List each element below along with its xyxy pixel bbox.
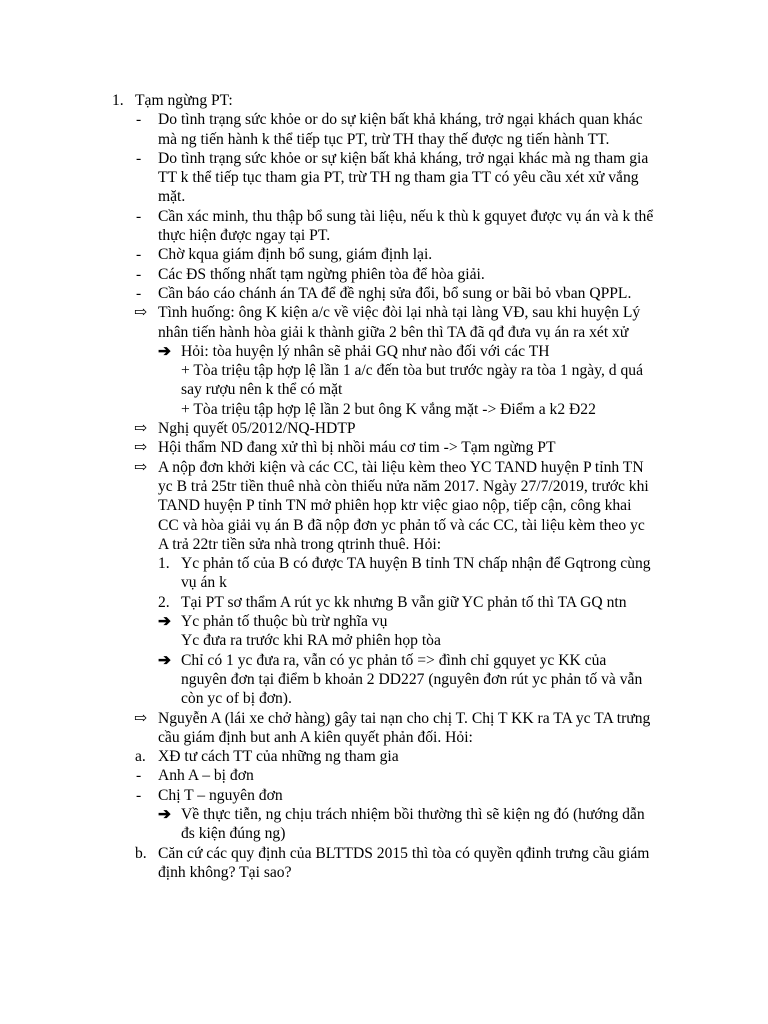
numbered-question	[0, 593, 768, 612]
dash-marker: -	[136, 149, 142, 167]
section-number: 1.	[112, 92, 124, 109]
dash-marker: -	[136, 246, 142, 264]
text-line: Chỉ có 1 yc đưa ra, vẫn có yc phản tố => đình chỉ gquyet yc KK của	[181, 651, 607, 669]
text-line: mặt.	[158, 188, 186, 206]
case-situation	[0, 458, 768, 554]
text-line: Cần báo cáo chánh án TA để đề nghị sửa đổi, bổ sung or bãi bỏ vban QPPL.	[158, 284, 632, 302]
note-resolution	[0, 419, 768, 438]
section-title: Tạm ngừng PT:	[135, 92, 233, 109]
numbered-question	[0, 554, 768, 593]
text-line: nguyên đơn tại điểm b khoản 2 DD227 (nguyên đơn rút yc phản tố và vẫn	[181, 670, 643, 688]
text-line: A nộp đơn khởi kiện và các CC, tài liệu kèm theo YC TAND huyện P tỉnh TN	[158, 458, 644, 476]
case-answer	[0, 805, 768, 844]
dash-marker: -	[136, 207, 142, 225]
text-line: TT k thể tiếp tục tham gia PT, trừ TH ng tham gia TT có yêu cầu xét xử vắng	[158, 169, 639, 187]
dash-item	[0, 110, 768, 149]
dash-item	[0, 207, 768, 246]
text-line: A trả 22tr tiền sửa nhà trong qtrinh thuê. Hỏi:	[158, 535, 442, 553]
question-number: 1.	[158, 555, 170, 573]
text-line: Các ĐS thống nhất tạm ngừng phiên tòa để hòa giải.	[158, 265, 485, 283]
text-line: Chờ kqua giám định bổ sung, giám định lại.	[158, 246, 433, 264]
text-line: Chị T – nguyên đơn	[158, 786, 283, 804]
dash-marker: -	[136, 265, 142, 283]
text-line: TAND huyện P tỉnh TN mở phiên họp ktr việc giao nộp, tiếp cận, công khai	[158, 497, 632, 515]
text-line: yc B trả 25tr tiền thuê nhà còn thiếu nửa năm 2017. Ngày 27/7/2019, trước khi	[158, 477, 649, 495]
dash-item	[0, 766, 768, 785]
text-line: mà ng tiến hành k thể tiếp tục PT, trừ TH thay thế được ng tiến hành TT.	[158, 130, 610, 148]
part-label: a.	[135, 748, 146, 766]
text-line: còn yc of bị đơn).	[181, 690, 292, 708]
text-line: Hỏi: tòa huyện lý nhân sẽ phải GQ như nào đối với các TH	[181, 342, 550, 360]
text-line: Căn cứ các quy định của BLTTDS 2015 thì tòa có quyền qđinh trưng cầu giám	[158, 844, 650, 862]
text-line: thực hiện được ngay tại PT.	[158, 227, 331, 245]
text-line: Tại PT sơ thẩm A rút yc kk nhưng B vẫn giữ YC phản tố thì TA GQ ntn	[181, 593, 627, 611]
solid-arrow-icon: ➔	[158, 805, 172, 823]
hollow-arrow-icon: ⇨	[134, 439, 148, 457]
hollow-arrow-icon: ⇨	[134, 304, 148, 322]
text-line: Tình huống: ông K kiện a/c về việc đòi lại nhà tại làng VĐ, sau khi huyện Lý	[158, 304, 641, 322]
part-b	[0, 844, 768, 883]
hollow-arrow-icon: ⇨	[134, 458, 148, 476]
case-answer	[0, 651, 768, 709]
dash-item	[0, 149, 768, 207]
dash-item	[0, 284, 768, 303]
dash-marker: -	[136, 111, 142, 129]
text-line: Yc phản tố của B có được TA huyện B tỉnh TN chấp nhận để Gqtrong cùng	[181, 555, 651, 573]
case-answer	[0, 342, 768, 419]
text-line: đs kiện đúng ng)	[181, 825, 286, 843]
text-line: Yc đưa ra trước khi RA mở phiên họp tòa	[181, 632, 441, 650]
case-situation	[0, 303, 768, 342]
question-number: 2.	[158, 593, 170, 611]
text-line: Hội thẩm ND đang xử thì bị nhồi máu cơ tim -> Tạm ngừng PT	[158, 439, 556, 457]
text-line: định không? Tại sao?	[158, 863, 292, 881]
text-line: Do tình trạng sức khỏe or do sự kiện bất khả kháng, trở ngại khách quan khác	[158, 111, 643, 129]
dash-item	[0, 265, 768, 284]
text-line: + Tòa triệu tập hợp lệ lần 2 but ông K vắng mặt -> Điểm a k2 Đ22	[181, 400, 596, 418]
text-line: XĐ tư cách TT của những ng tham gia	[158, 748, 399, 766]
text-line: Anh A – bị đơn	[158, 767, 254, 785]
text-line: Nguyễn A (lái xe chở hàng) gây tai nạn cho chị T. Chị T KK ra TA yc TA trưng	[158, 709, 651, 727]
dash-item	[0, 245, 768, 264]
section-heading	[0, 91, 768, 110]
part-a	[0, 747, 768, 766]
dash-item	[0, 786, 768, 805]
dash-marker: -	[136, 786, 142, 804]
solid-arrow-icon: ➔	[158, 342, 172, 360]
text-line: Về thực tiễn, ng chịu trách nhiệm bồi thường thì sẽ kiện ng đó (hướng dẫn	[181, 805, 645, 823]
hollow-arrow-icon: ⇨	[134, 420, 148, 438]
text-line: + Tòa triệu tập hợp lệ lần 1 a/c đến tòa but trước ngày ra tòa 1 ngày, d quá	[181, 362, 643, 380]
text-line: Cần xác minh, thu thập bổ sung tài liệu, nếu k thù k gquyet được vụ án và k thể	[158, 207, 654, 225]
text-line: nhân tiến hành hòa giải k thành giữa 2 bên thì TA đã qđ đưa vụ án ra xét xử	[158, 323, 629, 341]
case-answer	[0, 612, 768, 651]
text-line: cầu giám định but anh A kiên quyết phản đối. Hỏi:	[158, 728, 473, 746]
text-line: say rượu nên k thể có mặt	[181, 381, 343, 399]
case-situation	[0, 709, 768, 748]
text-line: CC và hòa giải vụ án B đã nộp đơn yc phản tố và các CC, tài liệu kèm theo yc	[158, 516, 645, 534]
hollow-arrow-icon: ⇨	[134, 709, 148, 727]
text-line: Nghị quyết 05/2012/NQ-HDTP	[158, 420, 356, 438]
solid-arrow-icon: ➔	[158, 613, 172, 631]
text-line: Yc phản tố thuộc bù trừ nghĩa vụ	[181, 613, 388, 631]
document-page	[0, 91, 768, 882]
dash-marker: -	[136, 284, 142, 302]
part-label: b.	[135, 844, 147, 862]
solid-arrow-icon: ➔	[158, 651, 172, 669]
note-juror	[0, 438, 768, 457]
text-line: Do tình trạng sức khỏe or sự kiện bất khả kháng, trở ngại khác mà ng tham gia	[158, 149, 649, 167]
dash-marker: -	[136, 767, 142, 785]
text-line: vụ án k	[181, 574, 227, 592]
